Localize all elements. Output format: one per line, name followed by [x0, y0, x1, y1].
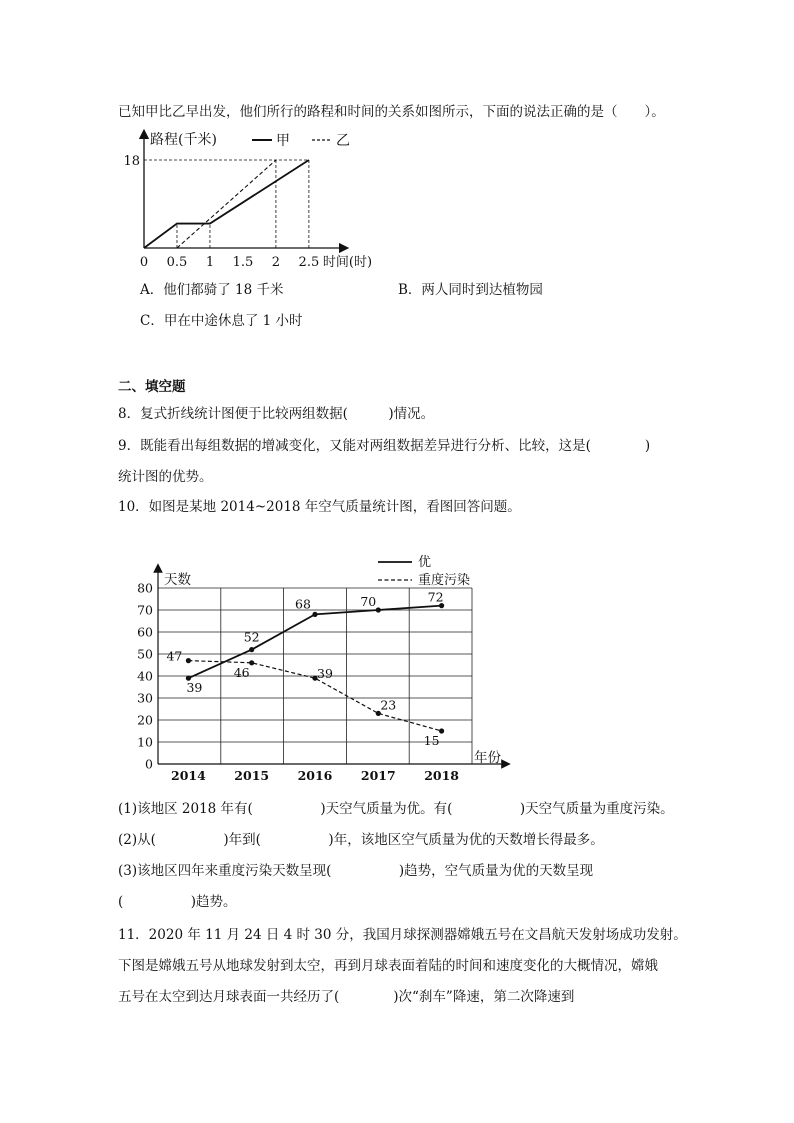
x-axis-label: 时间(时): [322, 255, 373, 270]
q9-line2: 统计图的优势。: [118, 469, 213, 485]
data-label: 52: [243, 629, 260, 645]
q10-sub3-line2: ( )趋势。: [118, 894, 237, 910]
section-heading: 二、填空题: [118, 379, 186, 395]
y-tick-label: 60: [137, 624, 153, 640]
q8-text: 8．复式折线统计图便于比较两组数据( )情况。: [118, 406, 435, 422]
x-tick-label: 0.5: [166, 255, 188, 270]
y-tick-label: 40: [137, 668, 153, 684]
x-tick-label: 0: [139, 255, 149, 270]
q7-distance-time-chart: [123, 128, 426, 278]
series-line-yi: [177, 160, 276, 248]
legend-label-jia: 甲: [276, 133, 290, 149]
q11-line1: 11．2020 年 11 月 24 日 4 时 30 分，我国月球探测器嫦娥五号在文昌航天发射场成功发射。: [118, 927, 687, 943]
data-point: [312, 612, 317, 617]
q7-stem: 已知甲比乙早出发，他们所行的路程和时间的关系如图所示，下面的说法正确的是（ ）。: [118, 104, 665, 120]
y-tick-label: 18: [123, 154, 140, 169]
y-tick-label: 70: [137, 602, 153, 618]
q10-stem: 10．如图是某地 2014~2018 年空气质量统计图，看图回答问题。: [118, 499, 521, 515]
q10-air-quality-chart: [126, 548, 526, 788]
legend-label-yi: 乙: [336, 133, 350, 149]
data-label: 39: [317, 666, 333, 682]
data-label: 23: [380, 697, 397, 713]
legend-label-heavy-pollution: 重度污染: [418, 573, 471, 588]
series-line-heavy-pollution: [188, 661, 441, 731]
x-tick-label: 2014: [171, 768, 206, 783]
q7-option-b[interactable]: B．两人同时到达植物园: [398, 282, 543, 298]
data-label: 70: [360, 594, 377, 609]
q10-sub3-line1: (3)该地区四年来重度污染天数呈现( )趋势，空气质量为优的天数呈现: [118, 863, 594, 879]
y-tick-label: 30: [137, 690, 153, 706]
data-point: [249, 660, 254, 665]
x-tick-label: 2018: [424, 768, 459, 783]
x-tick-label: 1.5: [232, 255, 254, 270]
data-point: [186, 658, 191, 663]
x-tick-label: 2017: [360, 768, 396, 783]
q11-line2: 下图是嫦娥五号从地球发射到太空，再到月球表面着陆的时间和速度变化的大概情况，嫦娥: [118, 958, 658, 974]
data-label: 39: [186, 680, 203, 696]
legend-label-excellent: 优: [418, 555, 432, 570]
q7-option-a[interactable]: A．他们都骑了 18 千米: [140, 282, 284, 298]
data-point: [439, 728, 444, 733]
x-tick-label: 1: [205, 255, 215, 270]
y-tick-label: 50: [137, 646, 153, 662]
data-label: 68: [295, 596, 311, 612]
data-label: 72: [427, 589, 444, 605]
x-axis-label: 年份: [474, 750, 501, 766]
q11-line3: 五号在太空到达月球表面一共经历了( )次“刹车”降速，第二次降速到: [118, 989, 575, 1005]
q9-line1: 9．既能看出每组数据的增减变化，又能对两组数据差异进行分析、比较，这是( ): [118, 438, 651, 454]
q10-sub1: (1)该地区 2018 年有( )天空气质量为优。有( )天空气质量为重度污染。: [118, 801, 674, 817]
x-tick-label: 2: [271, 255, 281, 270]
q10-sub2: (2)从( )年到( )年，该地区空气质量为优的天数增长得最多。: [118, 832, 604, 848]
data-label: 47: [166, 648, 183, 664]
q7-option-c[interactable]: C．甲在中途休息了 1 小时: [140, 313, 303, 329]
x-tick-label: 2016: [297, 768, 333, 783]
y-tick-label: 10: [137, 734, 153, 750]
data-label: 46: [233, 664, 250, 680]
data-point: [249, 647, 254, 652]
y-tick-label: 20: [137, 712, 153, 728]
y-axis-label: 天数: [164, 572, 191, 588]
x-tick-label: 2015: [234, 768, 270, 783]
x-tick-label: 2.5: [298, 255, 320, 270]
data-point: [376, 607, 381, 612]
y-tick-label: 80: [137, 580, 153, 596]
data-label: 15: [423, 733, 440, 748]
y-axis-label: 路程(千米): [150, 132, 217, 148]
y-tick-label: 0: [145, 756, 153, 772]
